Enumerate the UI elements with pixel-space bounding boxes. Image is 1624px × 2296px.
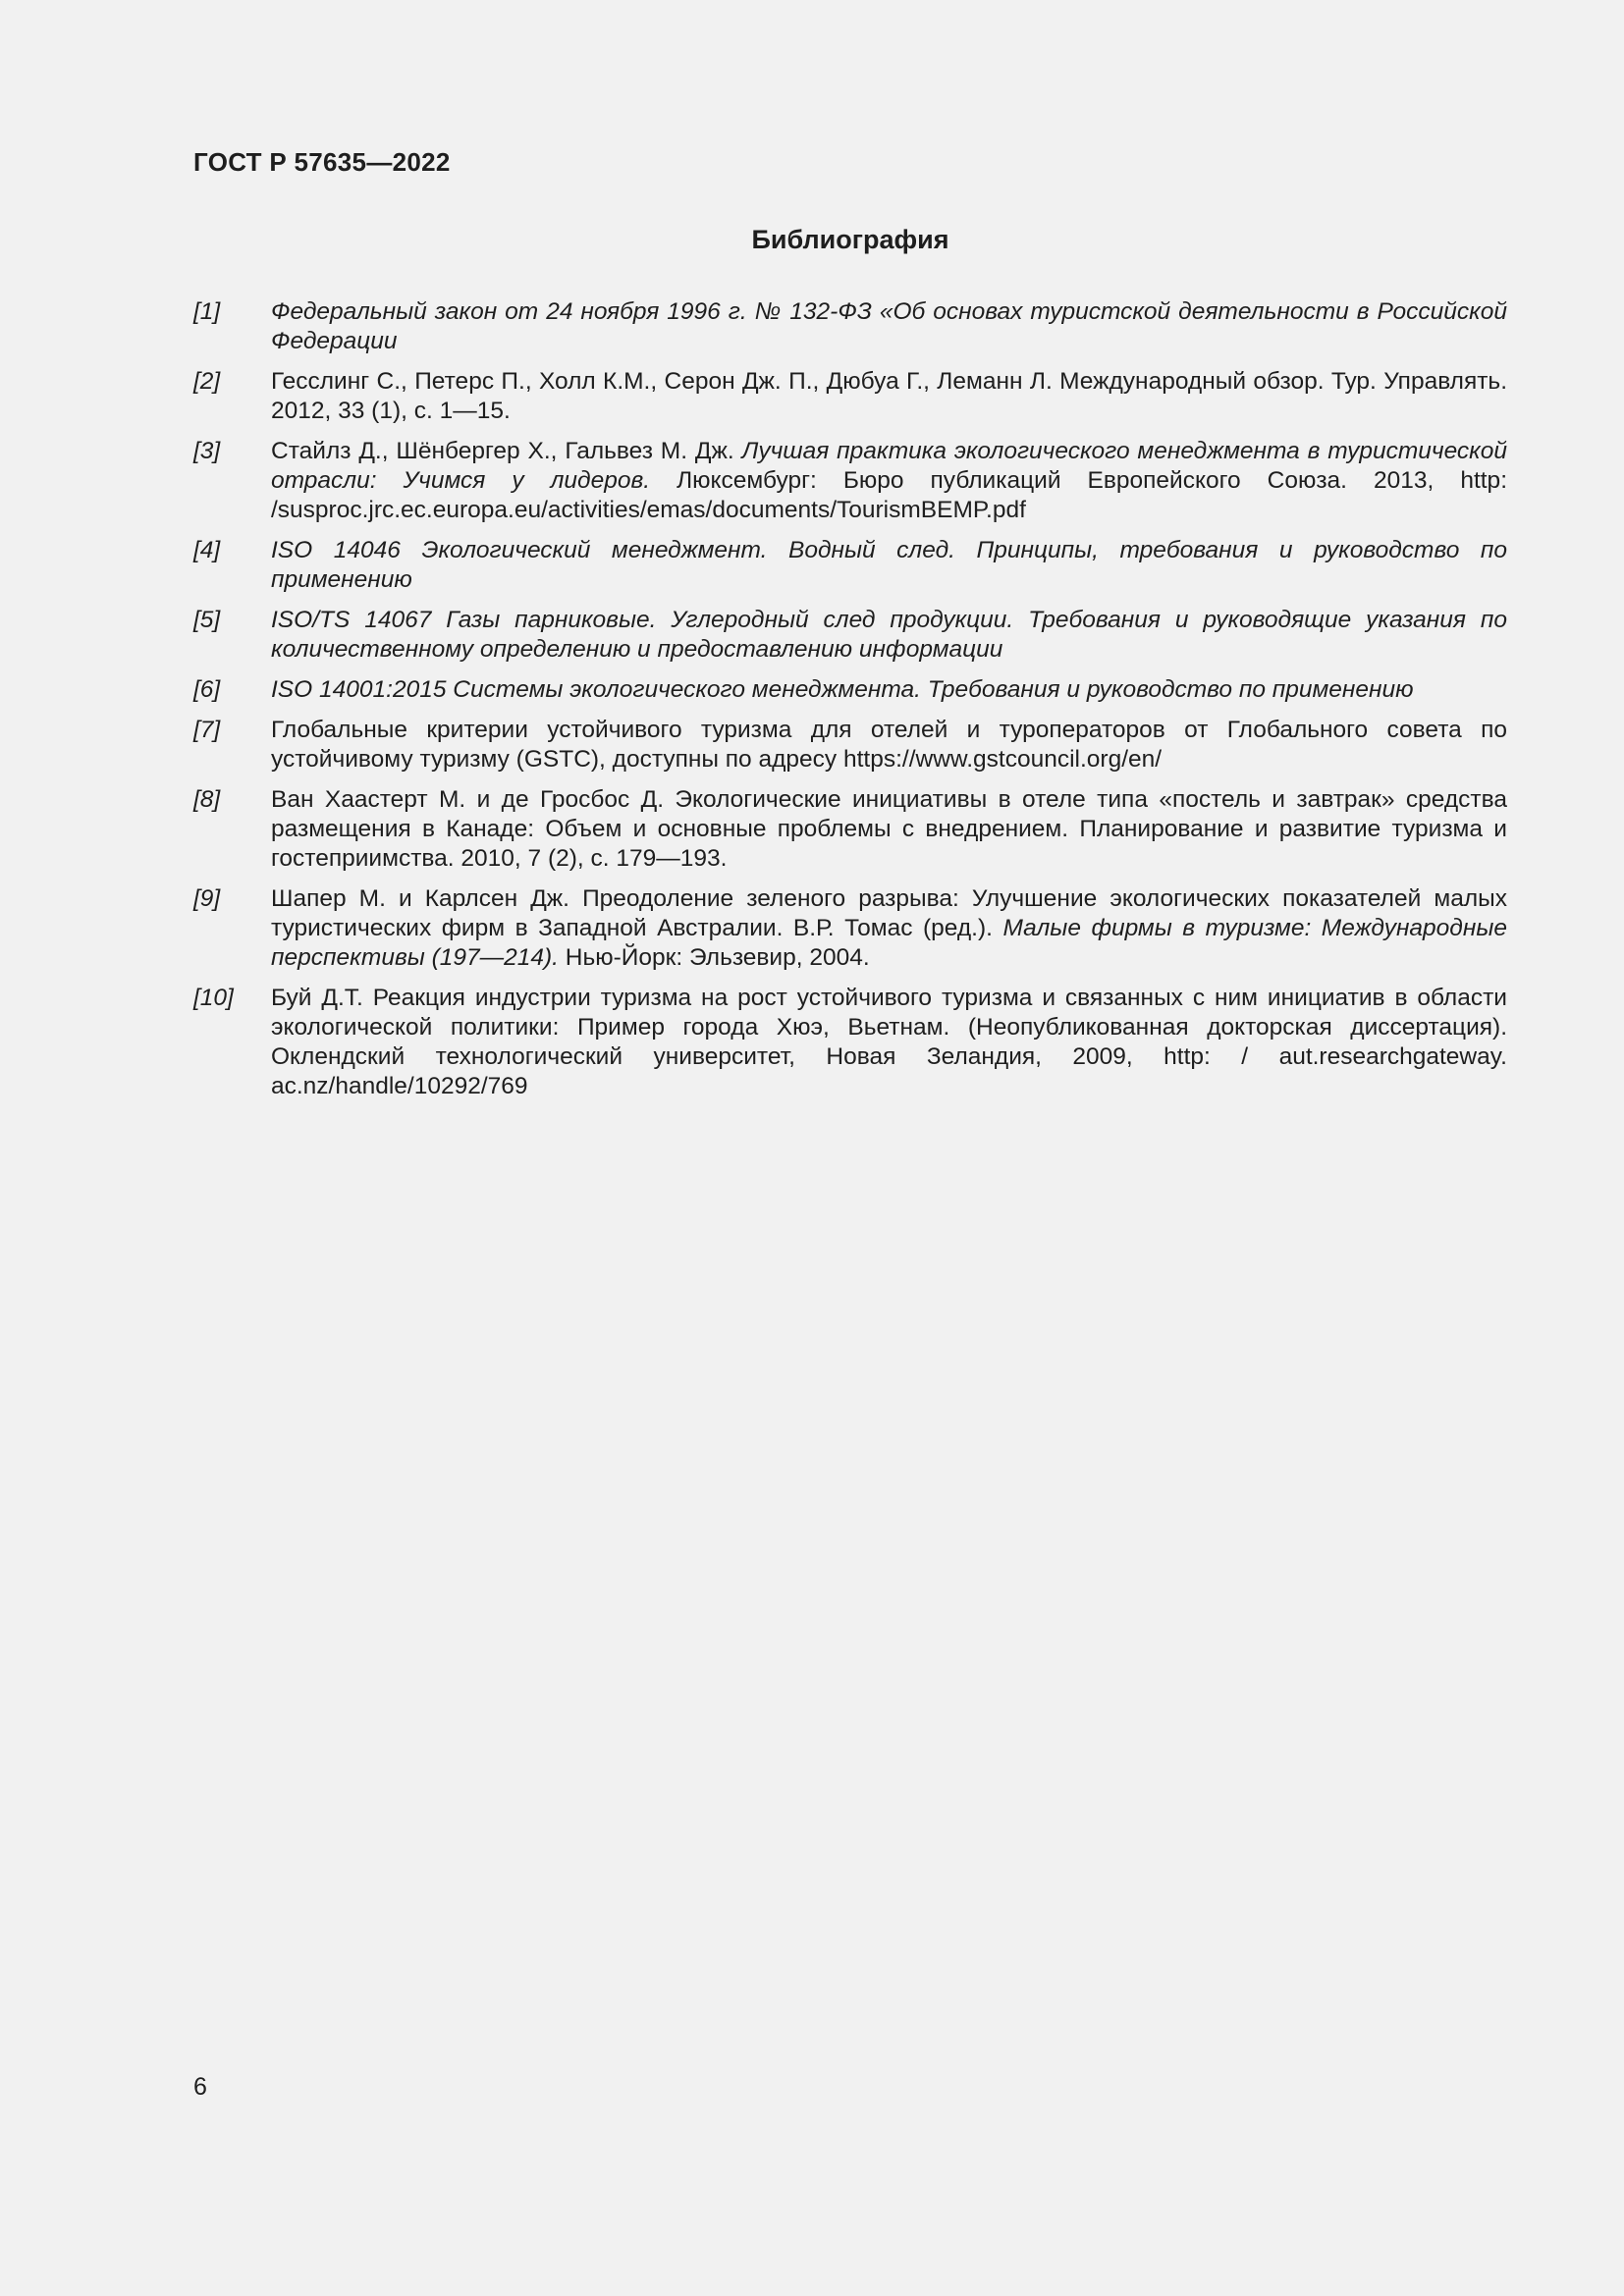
bibliography-entry (193, 536, 1507, 595)
bibliography-entry-text (271, 536, 1507, 595)
bibliography-entry (193, 606, 1507, 665)
bibliography-entry (193, 716, 1507, 774)
bibliography-entry-text (271, 984, 1507, 1101)
bibliography-entry-text (271, 437, 1507, 525)
citation-italic-part: ISO 14001:2015 Системы экологического менеджмента. Требования и руководство по применению (271, 676, 1414, 703)
citation-part: Шапер М. и Карлсен Дж. Преодоление зеленого разрыва: Улучшение экологических показателей малых туристических фирм в Западной Австралии. В.Р. Томас (ред.). (271, 885, 1507, 941)
bibliography-entry (193, 984, 1507, 1101)
citation-part: Люксембург: Бюро публикаций Европейского Союза. 2013, http: /susproc.jrc.ec.europa.eu/activities/emas/documents/TourismBEMP.pdf (271, 467, 1507, 523)
bibliography-entry-number: [5] (193, 607, 221, 633)
citation-part: Буй Д.Т. Реакция индустрии туризма на рост устойчивого туризма и связанных с ним инициатив в области экологической политики: Пример города Хюэ, Вьетнам. (Неопубликованная докторская диссертация). Оклендский технологический университет, Новая Зеландия, 2009, http: / aut.researchgateway. ac.nz/handle/10292/769 (271, 985, 1507, 1099)
citation-italic-part: ISO 14046 Экологический менеджмент. Водный след. Принципы, требования и руководство по применению (271, 537, 1507, 593)
citation-italic-part: Лучшая практика экологического менеджмента в туристической отрасли: Учимся у лидеров. (271, 438, 1507, 494)
bibliography-entry-number: [1] (193, 298, 221, 325)
citation-part: Стайлз Д., Шёнбергер Х., Гальвез М. Дж. (271, 438, 742, 464)
page-number: 6 (193, 2073, 207, 2101)
bibliography-entry-number: [9] (193, 885, 221, 912)
bibliography-entry-text (271, 297, 1507, 356)
document-header: ГОСТ Р 57635—2022 (193, 147, 451, 177)
bibliography-entry-number: [6] (193, 676, 221, 703)
bibliography-entry (193, 884, 1507, 973)
bibliography-entry-number: [8] (193, 786, 221, 813)
citation-italic-part: Малые фирмы в туризме: Международные перспективы (197—214). (271, 915, 1507, 971)
citation-part: Нью-Йорк: Эльзевир, 2004. (558, 944, 870, 971)
bibliography-entry (193, 437, 1507, 525)
citation-part: Гесслинг С., Петерс П., Холл К.М., Серон Дж. П., Дюбуа Г., Леманн Л. Международный обзор. Тур. Управлять. 2012, 33 (1), с. 1—15. (271, 368, 1507, 424)
bibliography-entry-number: [10] (193, 985, 234, 1011)
bibliography-entry (193, 367, 1507, 426)
bibliography-entry-text (271, 606, 1507, 665)
citation-part: Ван Хаастерт М. и де Гросбос Д. Экологические инициативы в отеле типа «постель и завтрак» средства размещения в Канаде: Объем и основные проблемы с внедрением. Планирование и развитие туризма и гостеприимства. 2010, 7 (2), с. 179—193. (271, 786, 1507, 872)
citation-italic-part: ISO/TS 14067 Газы парниковые. Углеродный след продукции. Требования и руководящие указания по количественному определению и предоставлению информации (271, 607, 1507, 663)
citation-part: Глобальные критерии устойчивого туризма для отелей и туроператоров от Глобального совета по устойчивому туризму (GSTC), доступны по адресу https://www.gstcouncil.org/en/ (271, 717, 1507, 773)
bibliography-entry-text (271, 675, 1507, 705)
bibliography-entry (193, 297, 1507, 356)
bibliography-entry-number: [7] (193, 717, 221, 743)
bibliography-entry-text (271, 367, 1507, 426)
bibliography-entry-text (271, 785, 1507, 874)
bibliography-entry-number: [4] (193, 537, 221, 563)
bibliography-entry (193, 675, 1507, 705)
citation-italic-part: Федеральный закон от 24 ноября 1996 г. № 132-ФЗ «Об основах туристской деятельности в Российской Федерации (271, 298, 1507, 354)
bibliography-entry-text (271, 884, 1507, 973)
bibliography-entry (193, 785, 1507, 874)
bibliography-entry-number: [2] (193, 368, 221, 395)
section-title: Библиография (751, 225, 949, 254)
bibliography-entry-text (271, 716, 1507, 774)
bibliography-entry-number: [3] (193, 438, 221, 464)
bibliography-list (193, 297, 1507, 1112)
